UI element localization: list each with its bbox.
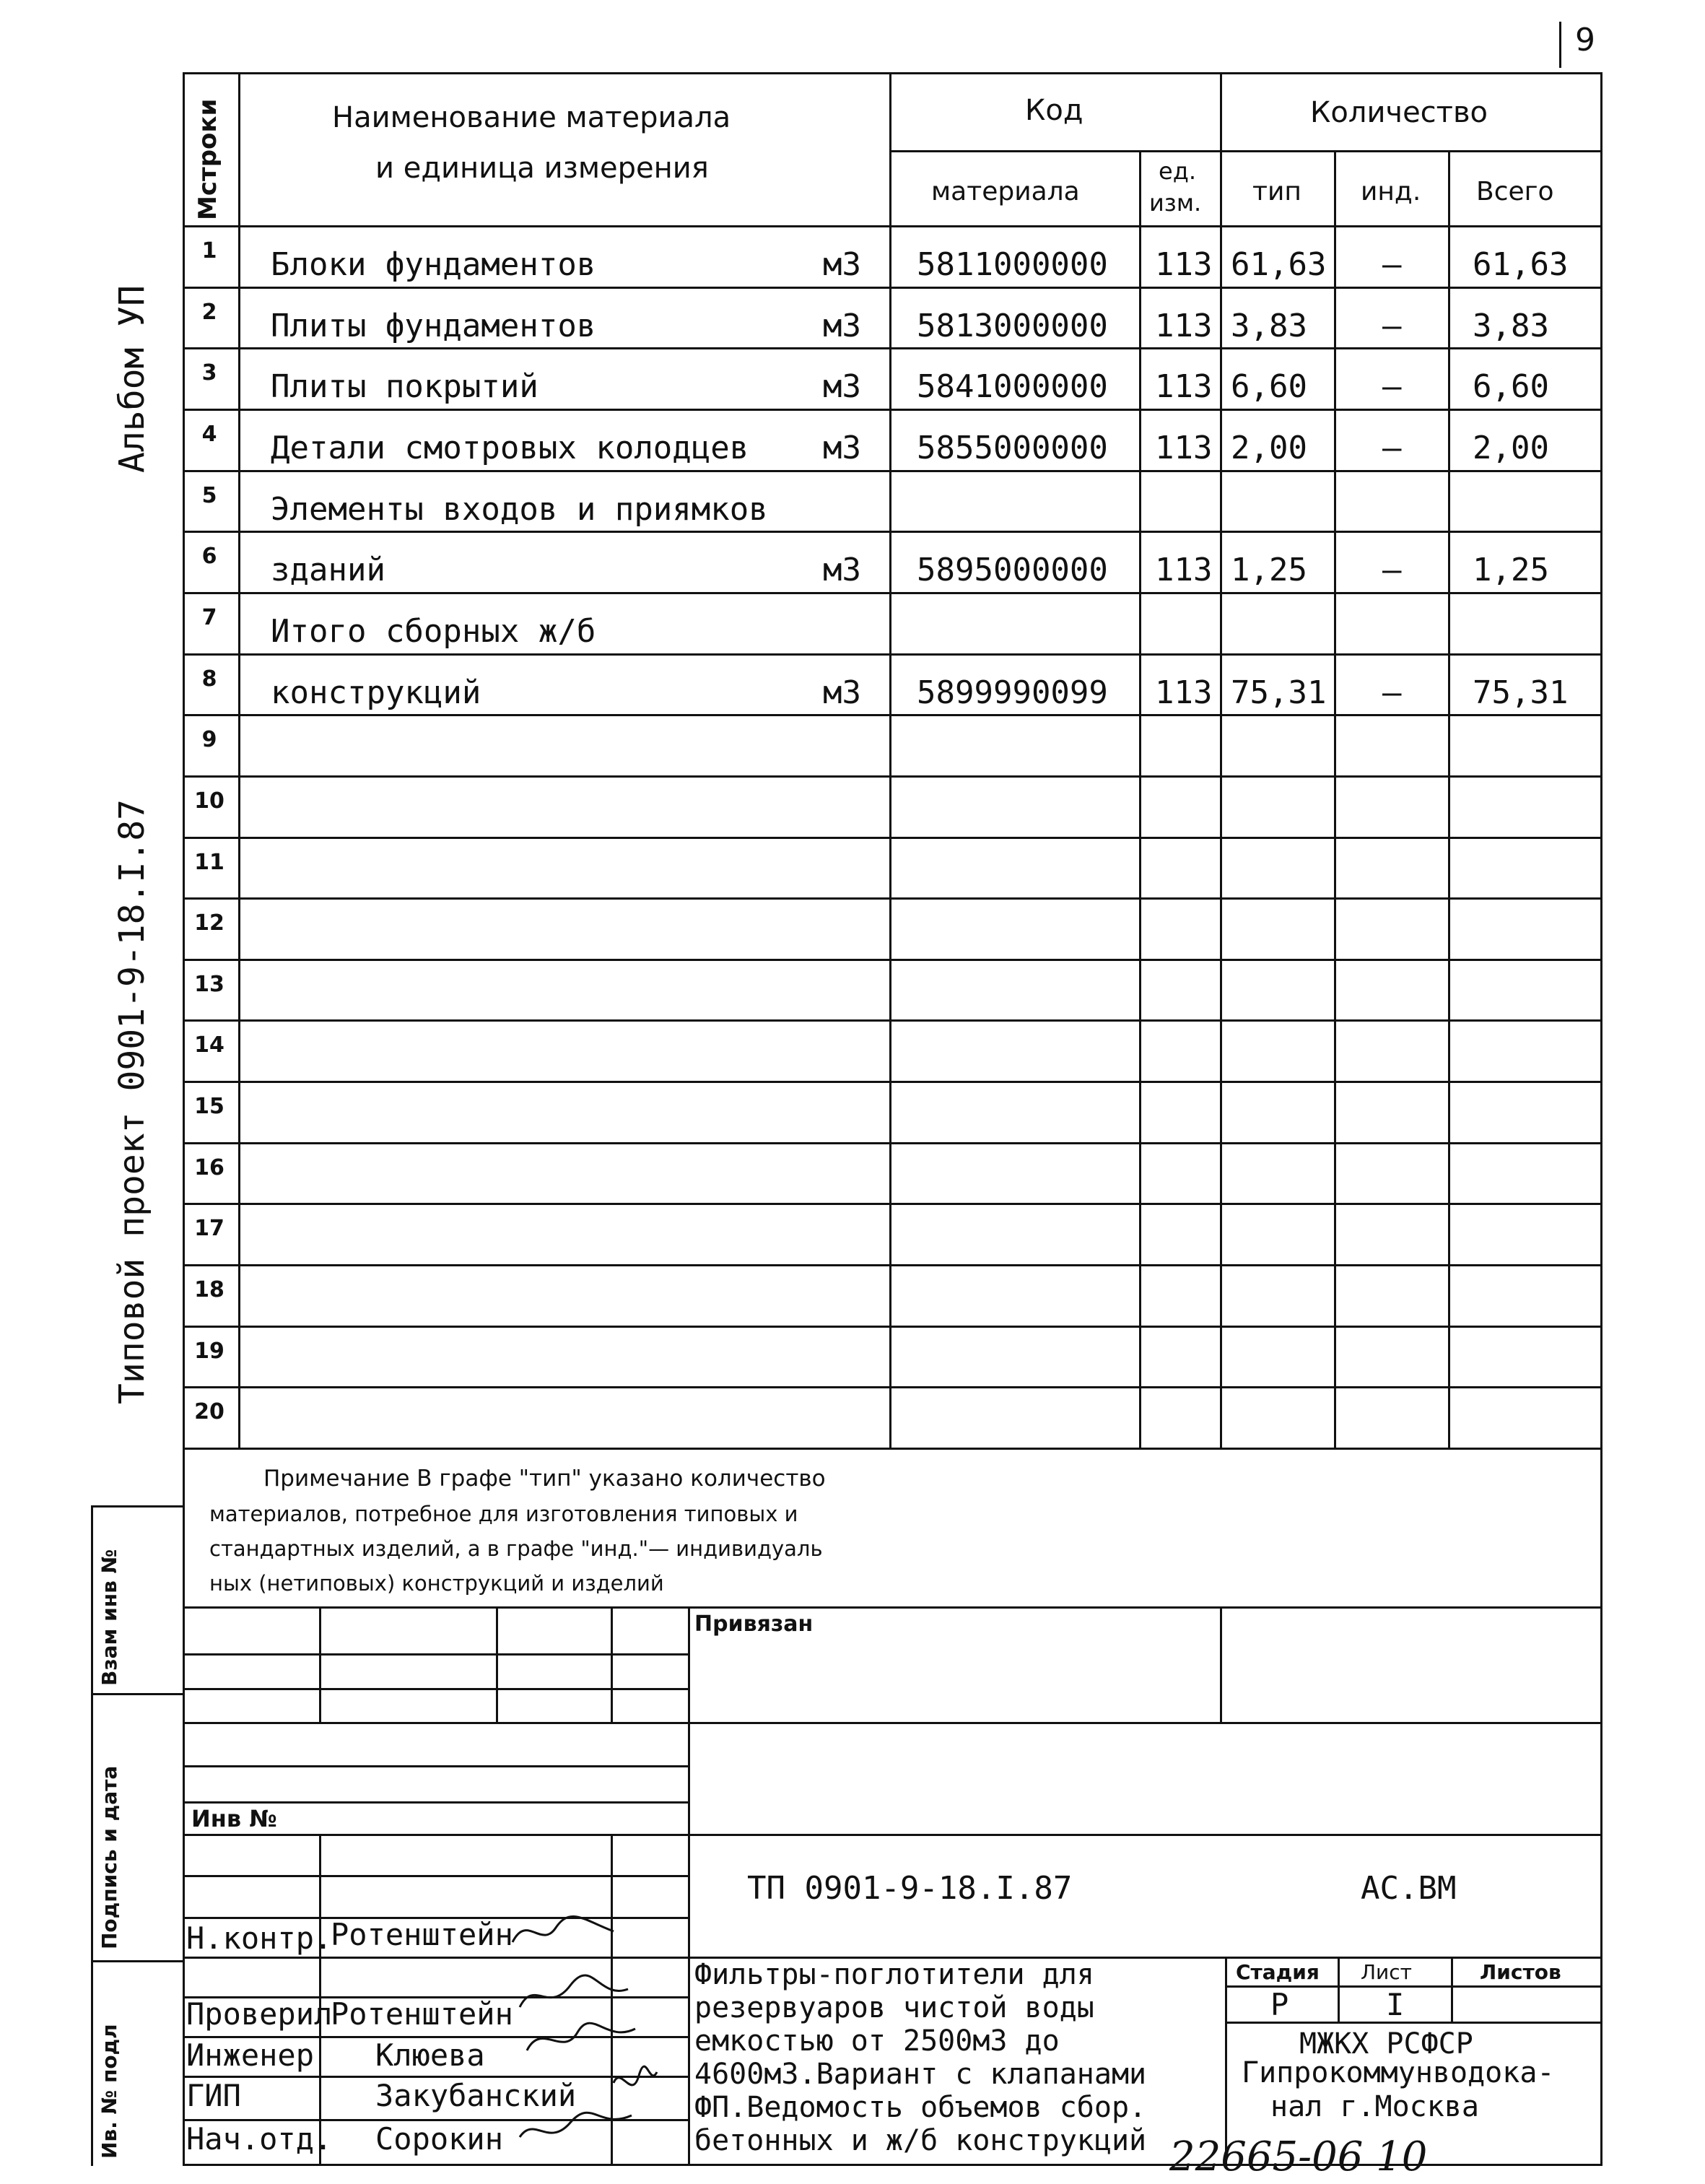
row-line <box>183 592 1602 594</box>
stage-label: Стадия <box>1236 1960 1320 1984</box>
row-line <box>183 897 1602 900</box>
person-nach-role: Нач.отд. <box>186 2121 333 2157</box>
row-number: 13 <box>194 972 224 997</box>
note-line3: стандартных изделий, а в графе "инд."— индивидуаль <box>209 1536 823 1561</box>
row-number: 20 <box>194 1399 224 1424</box>
header-row-no: Мстроки <box>193 98 222 220</box>
header-unit-l2: изм. <box>1149 189 1202 217</box>
row-total: 6,60 <box>1473 368 1549 405</box>
row-code: 5899990099 <box>917 674 1108 711</box>
row-typ: 75,31 <box>1231 674 1327 711</box>
row-ind: – <box>1382 368 1402 405</box>
row-line <box>183 1326 1602 1328</box>
stamp-left-r4 <box>183 1765 688 1767</box>
row-number: 10 <box>194 788 224 814</box>
header-quantity: Количество <box>1310 96 1488 129</box>
row-typ: 2,00 <box>1231 430 1307 466</box>
stamp-top <box>183 1606 1602 1609</box>
stamp-privyazan: Привязан <box>694 1611 814 1637</box>
row-uom: 113 <box>1155 246 1213 283</box>
side-label-project: Типовой проект 0901-9-18.I.87 <box>112 799 152 1404</box>
row-line <box>183 470 1602 472</box>
row-ind: – <box>1382 308 1402 344</box>
row-number: 3 <box>201 360 217 386</box>
row-number: 9 <box>201 727 217 752</box>
col-sep-qty <box>1220 72 1222 1448</box>
stamp-left-r2 <box>183 1688 688 1690</box>
org-line1: МЖКХ РСФСР <box>1299 2027 1473 2061</box>
row-total: 1,25 <box>1473 552 1549 588</box>
sheet-value: I <box>1386 1987 1405 2022</box>
row-line <box>183 775 1602 778</box>
stamp-mark: АС.ВМ <box>1361 1870 1457 1907</box>
row-line <box>183 1019 1602 1022</box>
row-name: Элементы входов и приямков <box>271 491 768 528</box>
row-unit: м3 <box>823 552 861 588</box>
side-label-inv-podl: Ив. № подл <box>97 2024 121 2159</box>
title-line1: Фильтры-поглотители для <box>694 1958 1094 1991</box>
frame-right <box>1600 72 1602 2166</box>
row-unit: м3 <box>823 368 861 405</box>
row-total: 75,31 <box>1473 674 1569 711</box>
frame-top <box>183 72 1602 74</box>
header-name-line2: и единица измерения <box>375 152 709 185</box>
row-ind: – <box>1382 552 1402 588</box>
stage-value: Р <box>1270 1987 1289 2022</box>
row-line <box>183 959 1602 961</box>
stamp-left-r6 <box>183 1834 1602 1836</box>
row-total: 61,63 <box>1473 246 1569 283</box>
row-ind: – <box>1382 430 1402 466</box>
stamp-col-a <box>319 1606 321 1722</box>
title-line5: ФП.Ведомость объемов сбор. <box>694 2091 1147 2124</box>
title-line4: 4600м3.Вариант с клапанами <box>694 2058 1147 2091</box>
row-line <box>183 1081 1602 1083</box>
header-ind: инд. <box>1361 177 1421 206</box>
org-line3: нал г.Москва <box>1270 2090 1479 2123</box>
person-prov-role: Проверил <box>186 1996 333 2032</box>
row-number: 11 <box>194 850 224 875</box>
left-strip-outer <box>91 1505 93 2166</box>
row-line <box>183 347 1602 349</box>
row-line <box>183 409 1602 411</box>
stage-sep1 <box>1338 1957 1340 2022</box>
row-number: 12 <box>194 910 224 936</box>
stamp-left-r3 <box>183 1722 1602 1724</box>
note-line1: Примечание В графе "тип" указано количество <box>263 1466 826 1492</box>
row-number: 19 <box>194 1339 224 1364</box>
row-number: 4 <box>201 422 217 447</box>
col-sep-code <box>889 72 891 1448</box>
person-nkontr-name: Ротенштейн <box>331 1917 513 1952</box>
sheets-label: Листов <box>1480 1960 1561 1984</box>
row-number: 8 <box>201 666 217 692</box>
row-uom: 113 <box>1155 368 1213 405</box>
stage-sep2 <box>1451 1957 1453 2022</box>
header-name-line1: Наименование материала <box>332 101 731 134</box>
person-ing-role: Инженер <box>186 2037 315 2073</box>
row-line <box>183 1203 1602 1205</box>
header-typ: тип <box>1252 177 1301 206</box>
row-typ: 61,63 <box>1231 246 1327 283</box>
row-name: Плиты покрытий <box>271 368 538 405</box>
person-gip-name: Закубанский <box>375 2078 577 2113</box>
stamp-code: ТП 0901-9-18.I.87 <box>747 1870 1073 1907</box>
person-ing-name: Клюева <box>375 2037 485 2073</box>
row-code: 5855000000 <box>917 430 1108 466</box>
side-label-vzam: Взам инв № <box>97 1549 121 1686</box>
row-line <box>183 287 1602 289</box>
note-line2: материалов, потребное для изготовления типовых и <box>209 1502 798 1526</box>
row-uom: 113 <box>1155 674 1213 711</box>
row-code: 5895000000 <box>917 552 1108 588</box>
row-line <box>183 531 1602 533</box>
row-line <box>183 653 1602 656</box>
row-line <box>183 714 1602 716</box>
stamp-inv-no: Инв № <box>191 1805 277 1832</box>
row-name: Блоки фундаментов <box>271 246 596 283</box>
row-total: 3,83 <box>1473 308 1549 344</box>
row-uom: 113 <box>1155 430 1213 466</box>
row-name: Итого сборных ж/б <box>271 613 596 650</box>
left-strip-div1 <box>91 1693 185 1695</box>
page-number-rule <box>1559 22 1561 68</box>
row-typ: 3,83 <box>1231 308 1307 344</box>
row-total: 2,00 <box>1473 430 1549 466</box>
row-line <box>183 837 1602 839</box>
side-label-album: Альбом УП <box>112 284 152 473</box>
row-typ: 1,25 <box>1231 552 1307 588</box>
col-sep-ind <box>1334 150 1336 1448</box>
header-bottom-line <box>183 225 1602 227</box>
stamp-col-c <box>611 1606 613 1722</box>
frame-left <box>183 72 185 2166</box>
title-line3: емкостью от 2500м3 до <box>694 2024 1060 2058</box>
row-unit: м3 <box>823 430 861 466</box>
signature-scribbles <box>505 1899 693 2166</box>
row-unit: м3 <box>823 308 861 344</box>
header-total: Всего <box>1476 177 1554 206</box>
person-gip-role: ГИП <box>186 2078 241 2113</box>
col-sep-unit <box>1139 150 1141 1448</box>
row-line <box>183 1386 1602 1388</box>
row-line <box>183 1142 1602 1144</box>
bottom-number: 22665-06 10 <box>1169 2133 1428 2180</box>
header-unit-l1: ед. <box>1159 157 1196 185</box>
row-typ: 6,60 <box>1231 368 1307 405</box>
person-nach-name: Сорокин <box>375 2121 504 2157</box>
row-ind: – <box>1382 674 1402 711</box>
table-bottom-line <box>183 1448 1602 1450</box>
stamp-col-priv <box>1220 1606 1222 1722</box>
header-material: материала <box>931 177 1080 206</box>
note-line4: ных (нетиповых) конструкций и изделий <box>209 1571 664 1596</box>
stamp-col-b <box>496 1606 498 1722</box>
row-number: 1 <box>201 238 217 264</box>
row-unit: м3 <box>823 246 861 283</box>
row-uom: 113 <box>1155 308 1213 344</box>
col-sep-total <box>1448 150 1450 1448</box>
row-ind: – <box>1382 246 1402 283</box>
col-sep-num <box>238 72 240 1448</box>
row-line <box>183 1264 1602 1266</box>
stamp-left-r1 <box>183 1653 688 1656</box>
row-unit: м3 <box>823 674 861 711</box>
row-uom: 113 <box>1155 552 1213 588</box>
row-code: 5841000000 <box>917 368 1108 405</box>
person-nkontr-role: Н.контр. <box>186 1920 333 1956</box>
row-code: 5811000000 <box>917 246 1108 283</box>
row-code: 5813000000 <box>917 308 1108 344</box>
side-label-podpis: Подпись и дата <box>97 1765 121 1949</box>
row-number: 6 <box>201 544 217 569</box>
person-prov-name: Ротенштейн <box>331 1996 513 2032</box>
stamp-left-r5 <box>183 1801 688 1804</box>
stamp-left-r7 <box>183 1875 688 1877</box>
row-number: 17 <box>194 1216 224 1241</box>
left-strip-div2 <box>91 1960 185 1962</box>
row-number: 18 <box>194 1277 224 1302</box>
header-code: Код <box>1025 94 1083 127</box>
title-line2: резервуаров чистой воды <box>694 1991 1094 2024</box>
row-number: 5 <box>201 483 217 508</box>
row-number: 7 <box>201 605 217 630</box>
row-name: зданий <box>271 552 385 588</box>
row-number: 16 <box>194 1155 224 1180</box>
row-name: Детали смотровых колодцев <box>271 430 749 466</box>
row-number: 2 <box>201 300 217 325</box>
org-line2: Гипрокоммунводока- <box>1242 2056 1555 2089</box>
row-name: конструкций <box>271 674 481 711</box>
row-number: 15 <box>194 1094 224 1119</box>
page-number: 9 <box>1575 22 1595 58</box>
left-strip-top <box>91 1505 185 1508</box>
row-name: Плиты фундаментов <box>271 308 596 344</box>
title-line6: бетонных и ж/б конструкций <box>694 2124 1147 2157</box>
sheet-label: Лист <box>1361 1960 1412 1984</box>
header-mid-line <box>889 150 1602 152</box>
row-number: 14 <box>194 1032 224 1058</box>
